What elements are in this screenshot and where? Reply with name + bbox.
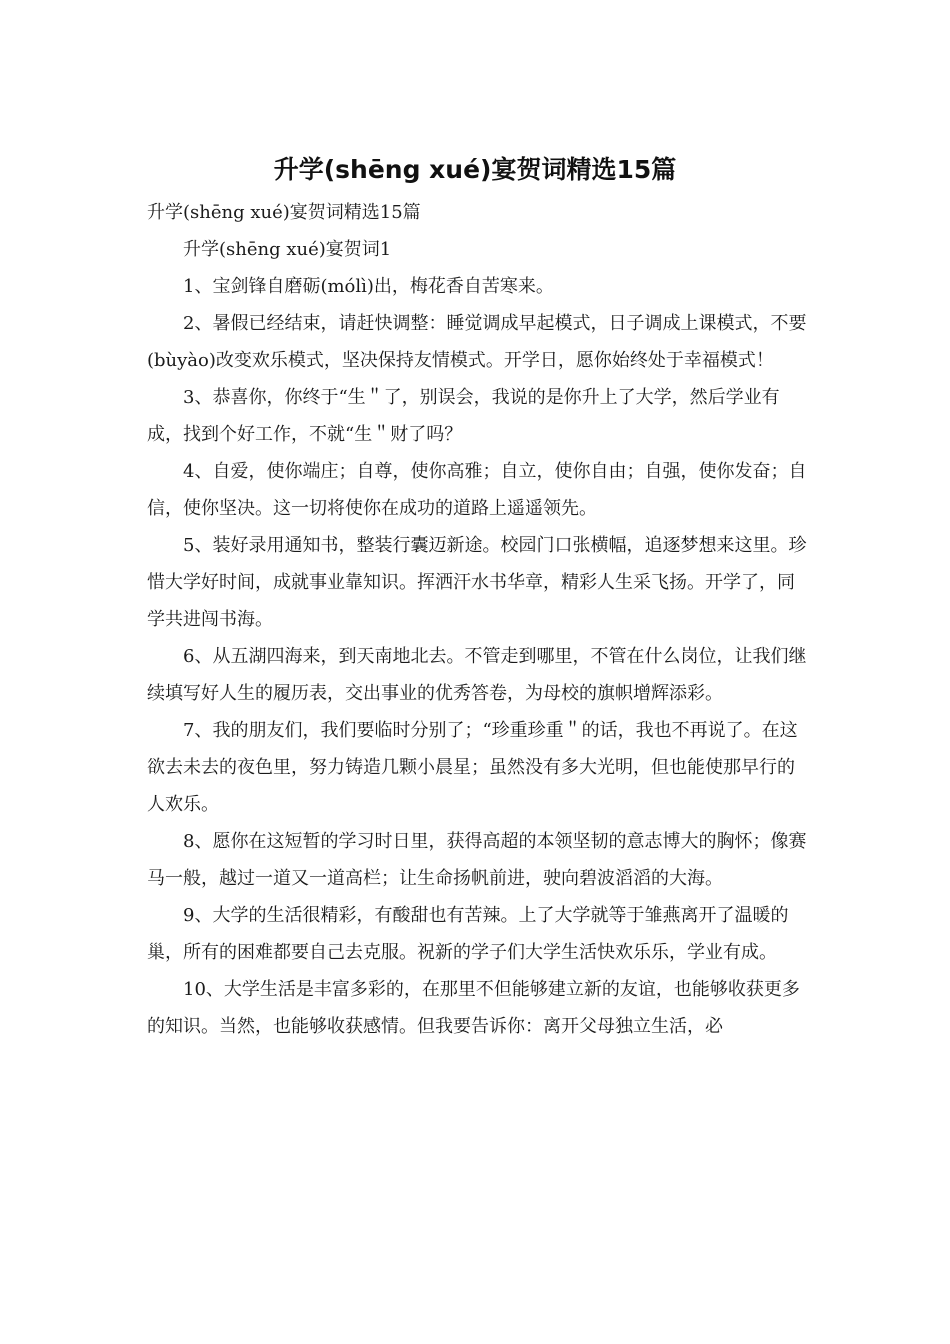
- paragraph: 10、大学生活是丰富多彩的，在那里不但能够建立新的友谊，也能够收获更多的知识。当然，也能够收获感情。但我要告诉你：离开父母独立生活，必: [147, 979, 800, 1037]
- paragraph: 3、恭喜你，你终于“生＂了，别误会，我说的是你升上了大学，然后学业有成，找到个好工作，不就“生＂财了吗？: [147, 387, 780, 445]
- paragraph: 1、宝剑锋自磨砺(mólì)出，梅花香自苦寒来。: [183, 276, 554, 297]
- paragraph: 7、我的朋友们，我们要临时分别了；“珍重珍重＂的话，我也不再说了。在这欲去未去的夜色里，努力铸造几颗小晨星；虽然没有多大光明，但也能使那早行的人欢乐。: [147, 720, 798, 815]
- paragraph: 6、从五湖四海来，到天南地北去。不管走到哪里，不管在什么岗位，让我们继续填写好人生的履历表，交出事业的优秀答卷，为母校的旗帜增辉添彩。: [147, 646, 807, 704]
- paragraph: 8、愿你在这短暂的学习时日里，获得高超的本领坚韧的意志博大的胸怀；像赛马一般，越过一道又一道高栏；让生命扬帆前进，驶向碧波滔滔的大海。: [147, 831, 807, 889]
- document-subtitle: 升学(shēng xué)宴贺词精选15篇: [147, 202, 421, 223]
- paragraph: 9、大学的生活很精彩，有酸甜也有苦辣。上了大学就等于雏燕离开了温暖的巢，所有的困难都要自己去克服。祝新的学子们大学生活快欢乐乐，学业有成。: [147, 905, 789, 963]
- document-title: 升学(shēng xué)宴贺词精选15篇: [273, 155, 677, 184]
- paragraph: 4、自爱，使你端庄；自尊，使你高雅；自立，使你自由；自强，使你发奋；自信，使你坚决。这一切将使你在成功的道路上遥遥领先。: [147, 461, 807, 519]
- section-heading: 升学(shēng xué)宴贺词1: [183, 239, 392, 260]
- paragraph: 2、暑假已经结束，请赶快调整：睡觉调成早起模式，日子调成上课模式，不要(bùyào)改变欢乐模式，坚决保持友情模式。开学日，愿你始终处于幸福模式！: [147, 313, 807, 371]
- document-body: [147, 194, 807, 1045]
- paragraph: 5、装好录用通知书，整装行囊迈新途。校园门口张横幅，追逐梦想来这里。珍惜大学好时间，成就事业靠知识。挥洒汗水书华章，精彩人生采飞扬。开学了，同学共进闯书海。: [147, 535, 807, 630]
